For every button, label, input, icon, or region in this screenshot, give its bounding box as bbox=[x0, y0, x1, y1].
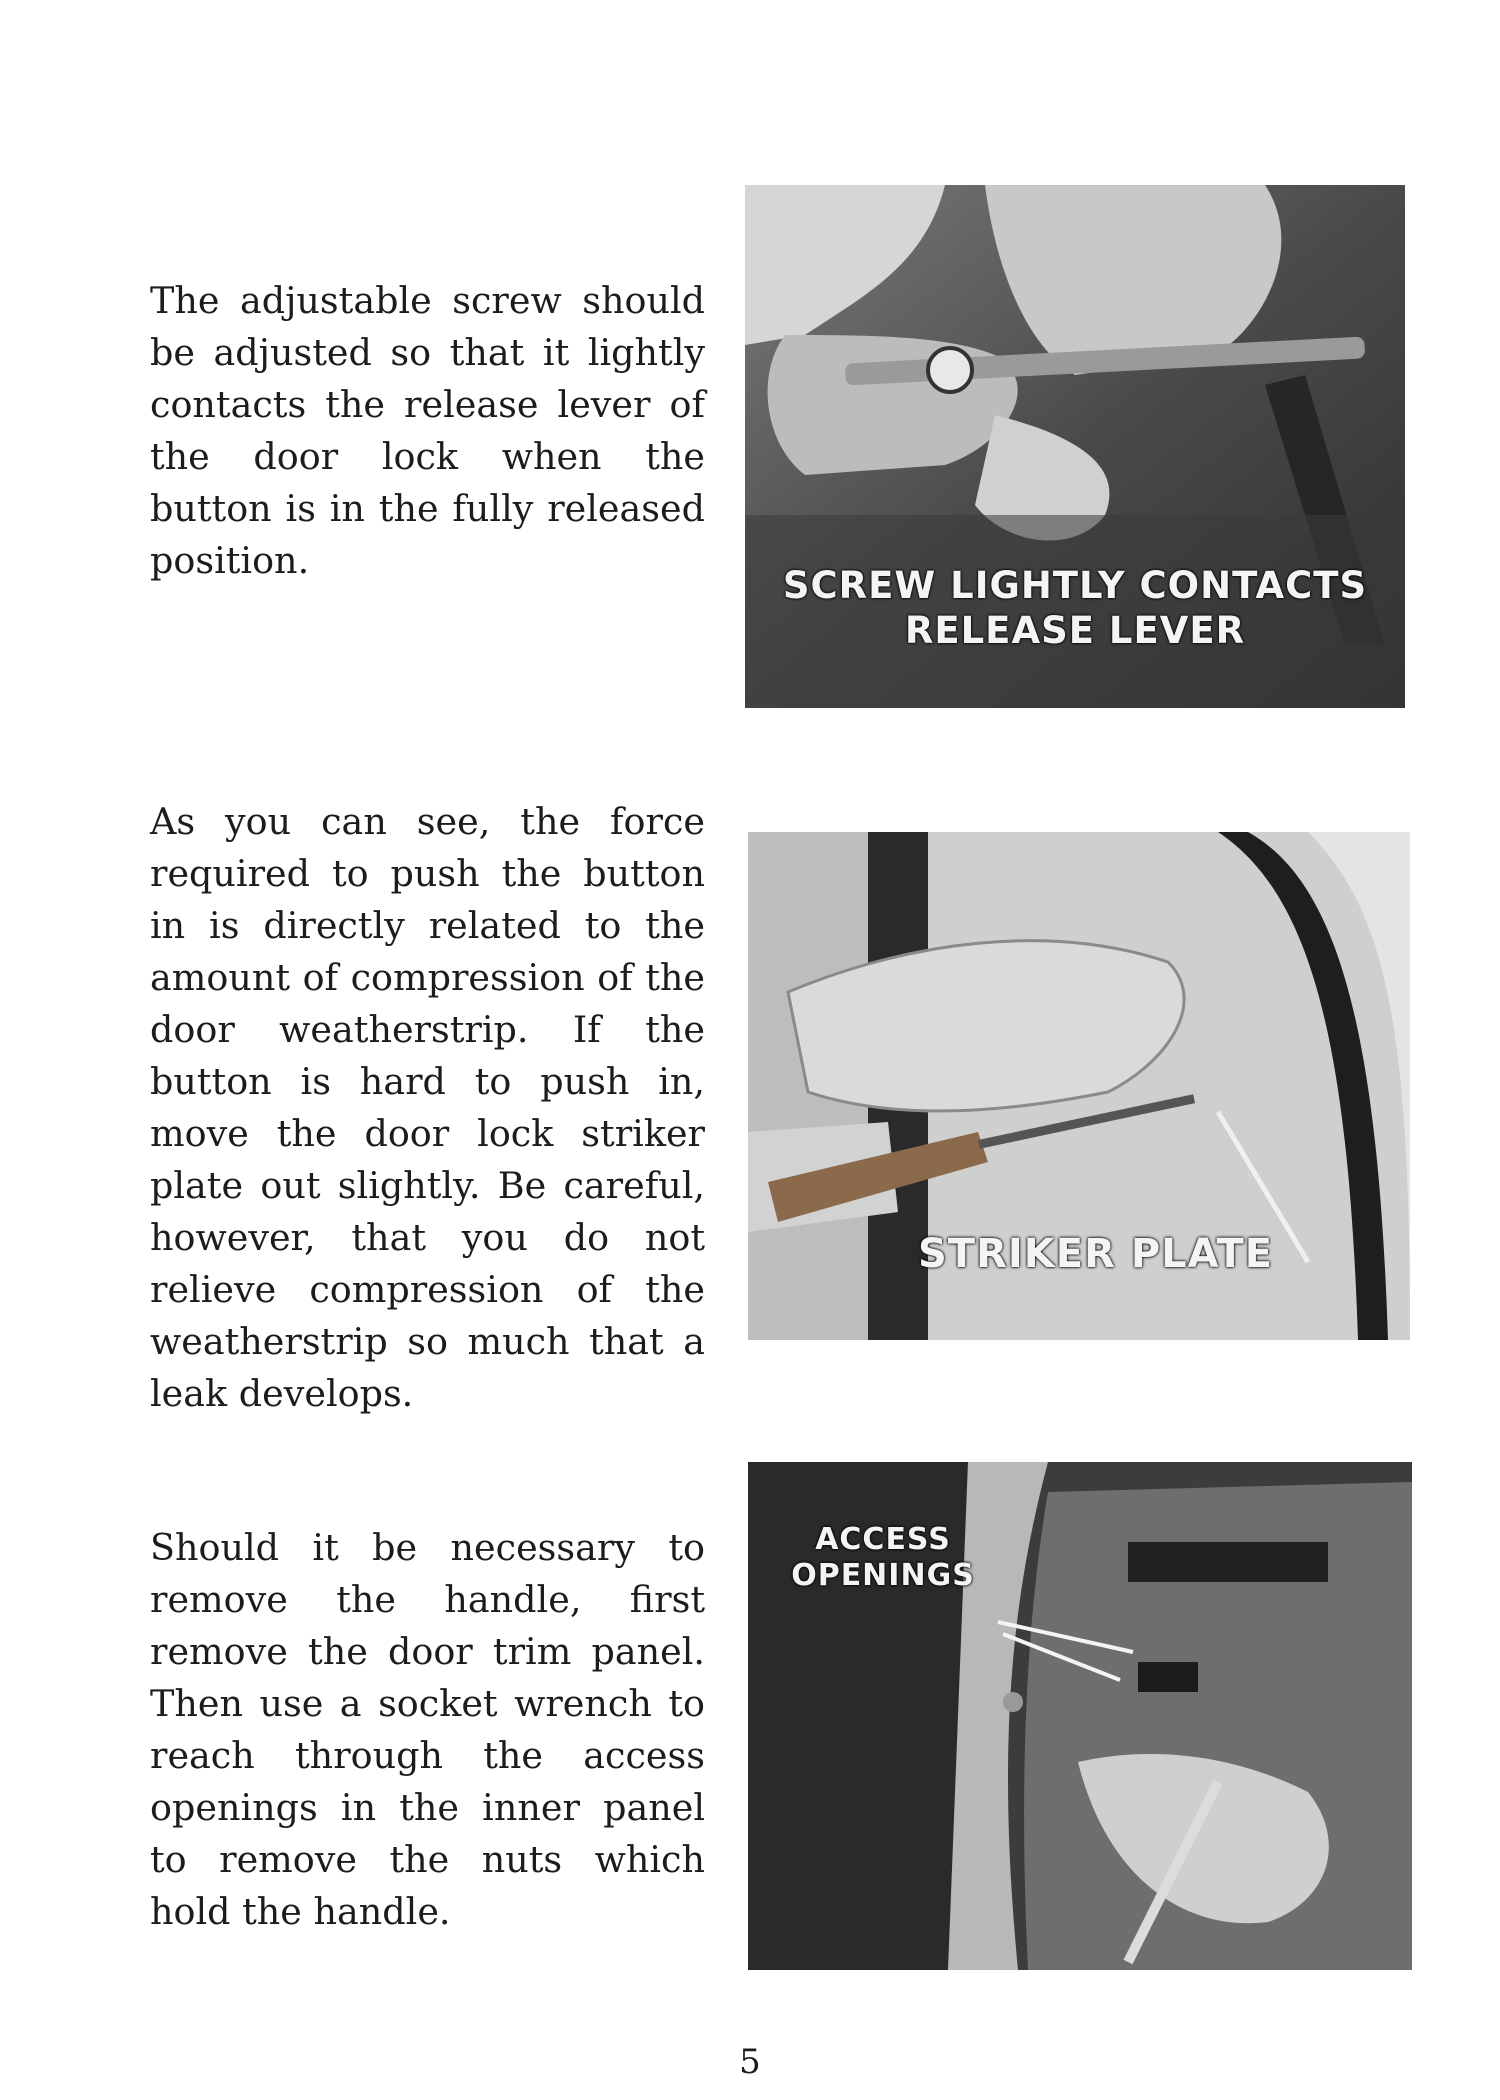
caption-line: STRIKER PLATE bbox=[918, 1231, 1274, 1277]
caption-line: SCREW LIGHTLY CONTACTS bbox=[782, 564, 1368, 607]
paragraph-force-required bbox=[150, 796, 705, 1420]
caption-line: RELEASE LEVER bbox=[904, 609, 1246, 652]
paragraph-screw-adjustment bbox=[150, 275, 705, 587]
photo-caption bbox=[918, 1232, 1390, 1277]
paragraph-text: The adjustable screw should be adjusted so that it lightly contacts the release lever of the door lock when the button is in the fully released position. bbox=[150, 279, 705, 582]
caption-line: ACCESS bbox=[815, 1522, 951, 1557]
photo-striker-plate bbox=[748, 832, 1410, 1340]
caption-line: OPENINGS bbox=[791, 1558, 975, 1593]
page-number: 5 bbox=[739, 2042, 761, 2082]
photo-caption bbox=[745, 563, 1405, 653]
paragraph-remove-handle bbox=[150, 1522, 705, 1938]
photo-screw-release-lever bbox=[745, 185, 1405, 708]
paragraph-text: Should it be necessary to remove the handle, first remove the door trim panel. Then use a socket wrench to reach through the access openings in the inner panel to remove the nuts which hold the handle. bbox=[150, 1526, 705, 1933]
paragraph-text: As you can see, the force required to push the button in is directly related to the amount of compression of the door weatherstrip. If the button is hard to push in, move the door lock striker plate out slightly. Be careful, however, that you do not relieve compression of the weatherstrip so much that a leak develops. bbox=[150, 800, 705, 1415]
photo-access-openings bbox=[748, 1462, 1412, 1970]
photo-caption bbox=[768, 1522, 998, 1594]
